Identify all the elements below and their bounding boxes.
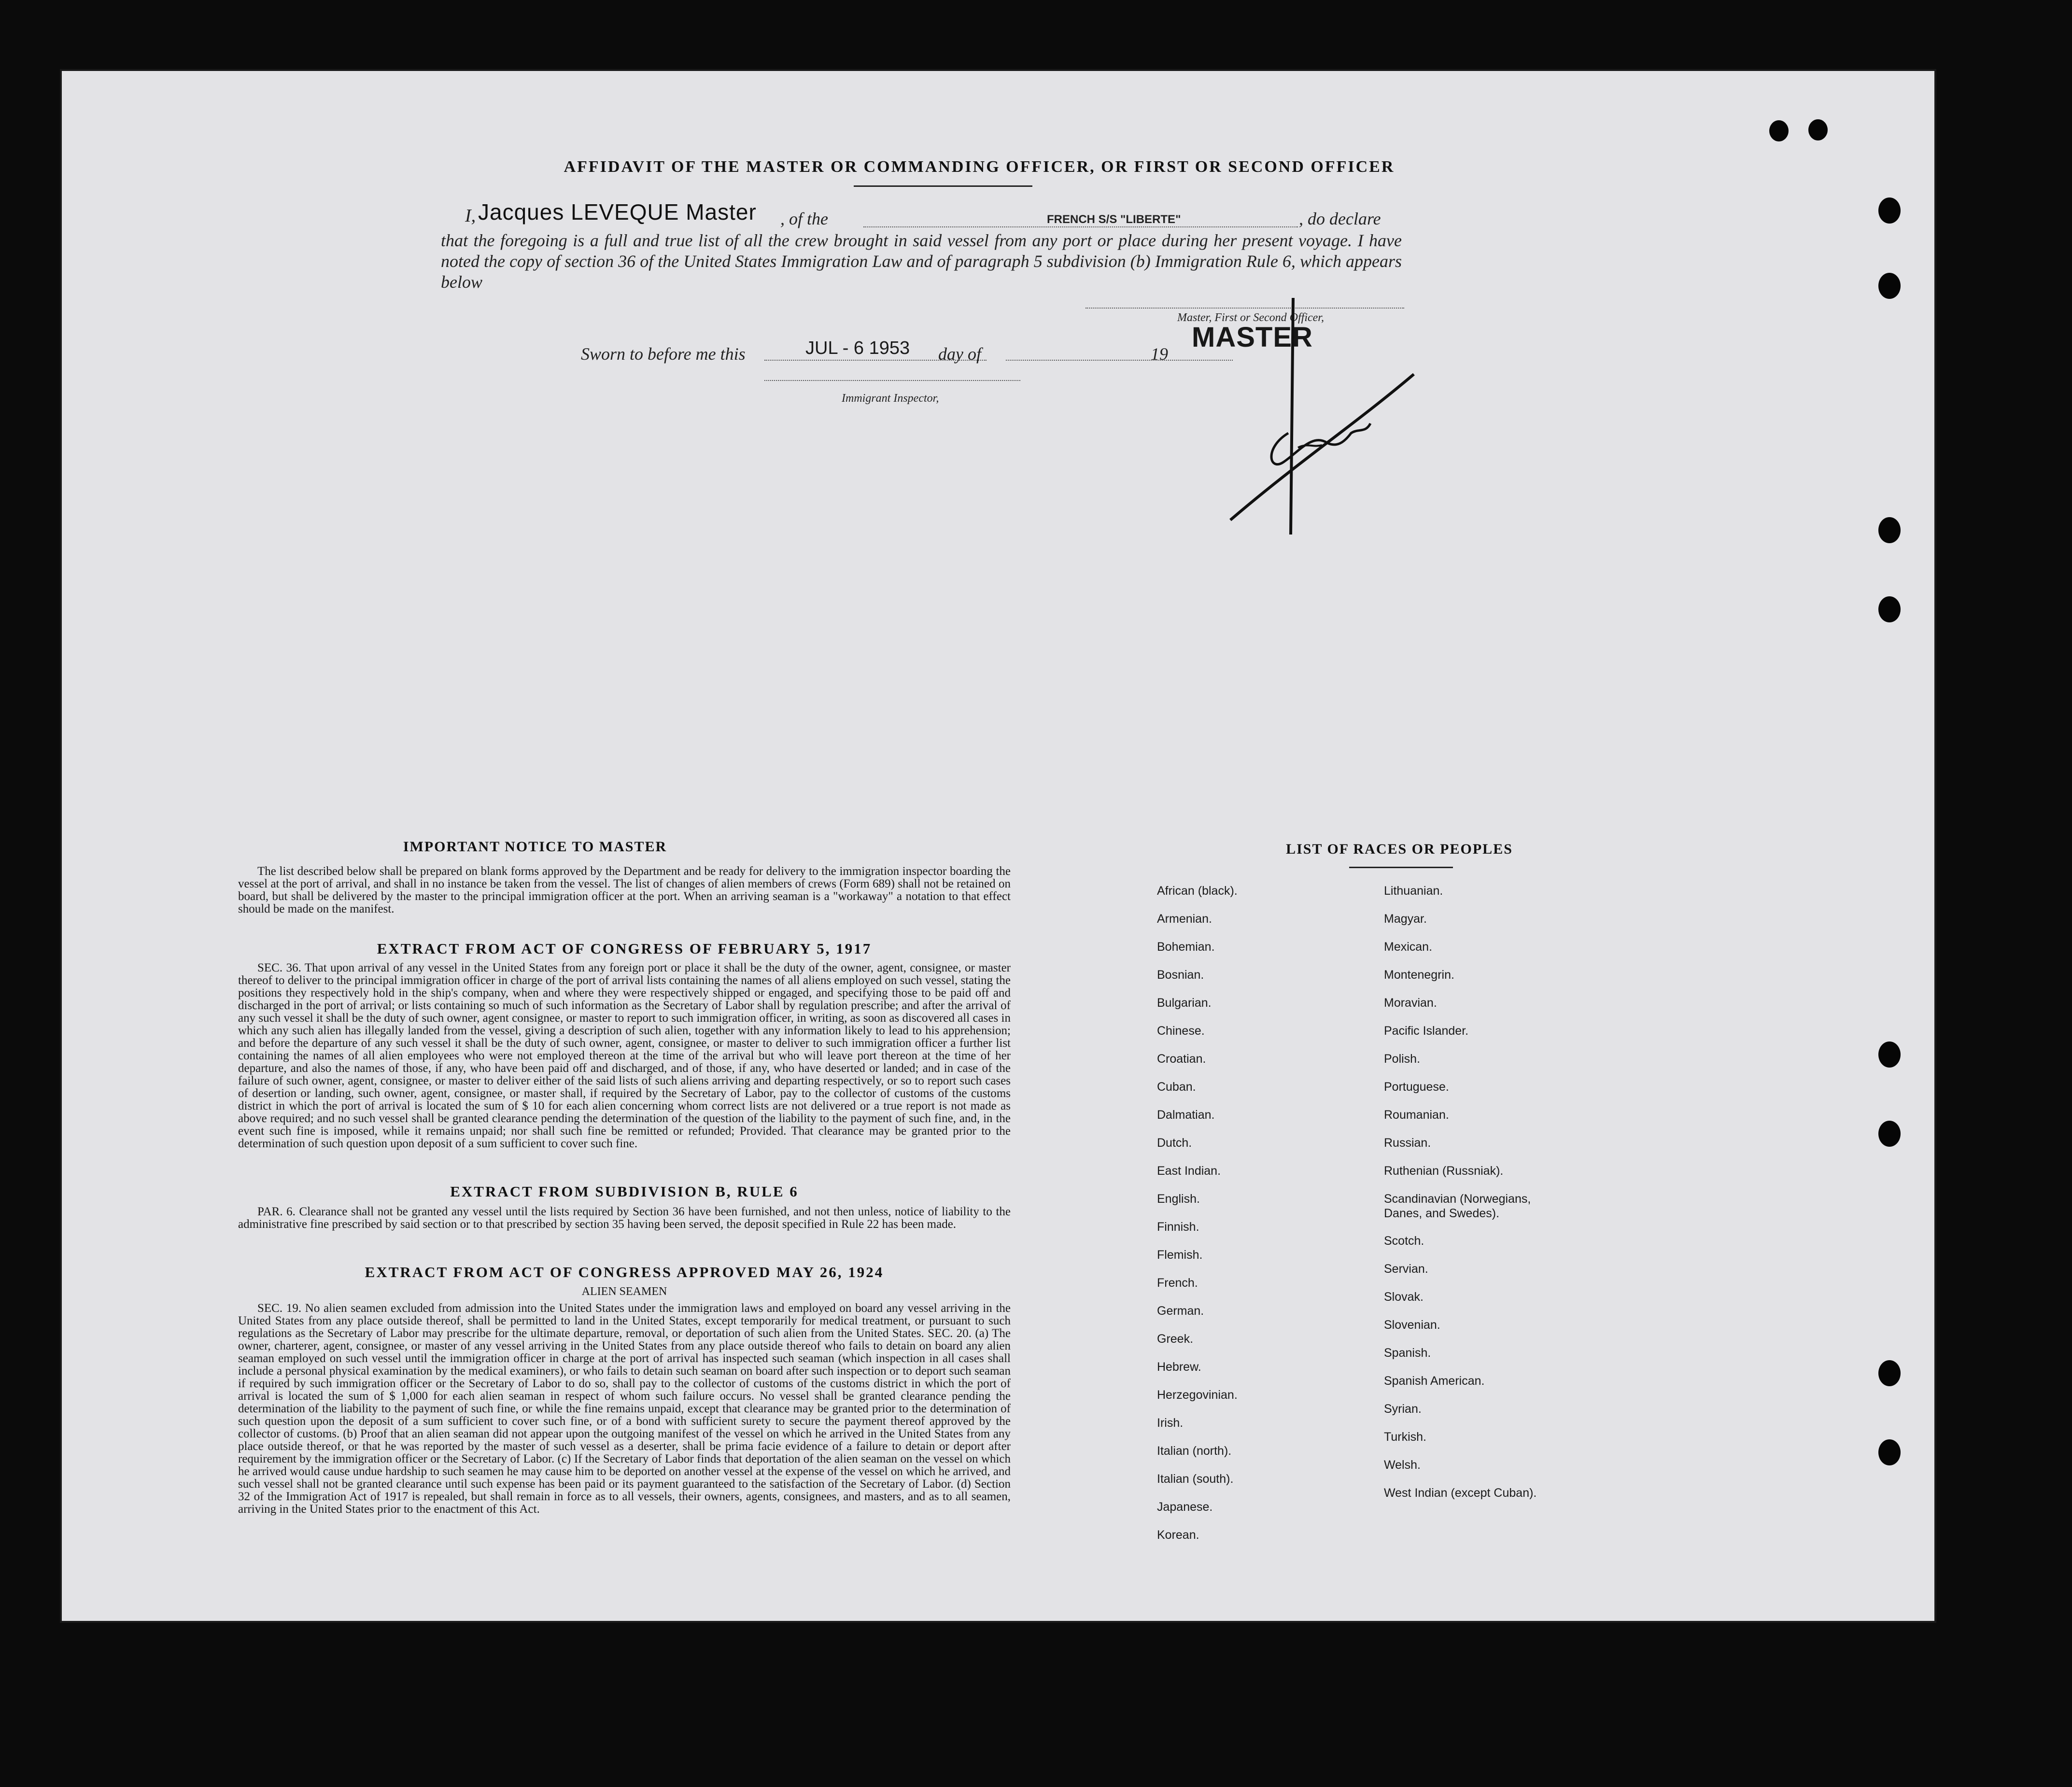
race-item: Russian. (1384, 1136, 1431, 1150)
year-label: 19 (1151, 344, 1168, 364)
act1924-subtitle: ALIEN SEAMEN (581, 1285, 667, 1298)
race-item: Armenian. (1157, 912, 1212, 926)
race-item: West Indian (except Cuban). (1384, 1486, 1537, 1500)
race-item: Roumanian. (1384, 1108, 1449, 1122)
punch-hole (1769, 120, 1789, 141)
affidavit-heading: AFFIDAVIT OF THE MASTER OR COMMANDING OFFICER, OR FIRST OR SECOND OFFICER (564, 158, 1395, 176)
race-item: Spanish. (1384, 1346, 1431, 1360)
divider (1349, 867, 1453, 868)
race-item: Herzegovinian. (1157, 1388, 1238, 1402)
race-item: Dalmatian. (1157, 1108, 1215, 1122)
races-title: LIST OF RACES OR PEOPLES (1286, 841, 1513, 857)
race-item: Bosnian. (1157, 968, 1204, 982)
race-item: Chinese. (1157, 1024, 1205, 1038)
master-stamp: MASTER (1192, 322, 1313, 353)
notice-text: The list described below shall be prepared on blank forms approved by the Department and be ready for delivery to the immigration inspector boarding the vessel at the port of arrival, and shall in no instance be taken from the vessel. The list of changes of alien members of crews (Form 689) shall not be retained on board, but shall be delivered by the master to the principal immigration officer at the port. When an arriving seaman is a "workaway" a notation to that effect should be made on the manifest. (238, 865, 1011, 915)
race-item: Ruthenian (Russniak). (1384, 1164, 1504, 1178)
race-item: Hebrew. (1157, 1360, 1201, 1374)
rule6-text: PAR. 6. Clearance shall not be granted any vessel until the lists required by Section 36 have been furnished, and not then unless, notice of liability to the administrative fine prescribed by said section or to that prescribed by section 35 having been served, the deposit specified in Rule 22 has been made. (238, 1205, 1011, 1231)
race-item: Turkish. (1384, 1430, 1426, 1444)
vessel-name: FRENCH S/S "LIBERTE" (1047, 213, 1181, 226)
act1917-text: SEC. 36. That upon arrival of any vessel in the United States from any foreign port or place it shall be the duty of the owner, agent, consignee, or master thereof to deliver to the principal immigration officer in charge of the port of arrival lists containing the names of all aliens employed on such vessel, stating the positions they respectively hold in the ship's company, when and where they were respectively shipped or engaged, and specifying those to be paid off and discharged in the port of arrival; or lists containing so much of such information as the Secretary of Labor shall by regulation prescribe; and after the arrival of any such vessel it shall be the duty of such owner, agent consignee, or master to report to such immigration officer, in writing, as soon as discovered all cases in which any such alien has illegally landed from the vessel, giving a description of such alien, together with any information likely to lead to his apprehension; and before the departure of any such vessel it shall be the duty of such owner, agent, consignee, or master to deliver to such immigration officer a further list containing the names of all alien employees who were not employed thereon at the time of the arrival but who will leave port thereon at the time of her departure, and also the names of those, if any, who have been paid off and discharged, and of those, if any, who have deserted or landed; and in case of the failure of such owner, agent, consignee, or master to deliver either of the said lists of such aliens arriving and departing respectively, or so to report such cases of desertion or landing, such owner, agent, consignee, or master shall, if required by the Secretary of Labor, pay to the collector of customs of the customs district in which the port of arrival is located the sum of $ 10 for each alien concerning whom correct lists are not delivered or a true report is not made as above required; and no such vessel shall be granted clearance pending the determination of the question of the liability to the payment of such fine, and, in the event such fine is imposed, while it remains unpaid; nor shall such fine be remitted or refunded; Provided. That clearance may be granted prior to the determination of such question upon deposit of a sum sufficient to cover such fine. (238, 961, 1011, 1150)
race-item: Greek. (1157, 1332, 1194, 1346)
race-item: Slovenian. (1384, 1318, 1440, 1332)
race-item: Dutch. (1157, 1136, 1192, 1150)
inspector-label: Immigrant Inspector, (842, 392, 939, 405)
race-item: Montenegrin. (1384, 968, 1454, 982)
race-item: Scotch. (1384, 1234, 1424, 1248)
race-item: Servian. (1384, 1262, 1428, 1276)
race-item: Spanish American. (1384, 1374, 1485, 1388)
day-of-label: day of (938, 344, 981, 364)
punch-hole (1878, 273, 1901, 299)
race-item: Welsh. (1384, 1458, 1421, 1472)
race-item: French. (1157, 1276, 1198, 1290)
race-item: Japanese. (1157, 1500, 1213, 1514)
sworn-label: Sworn to before me this (581, 344, 746, 364)
inspector-line (764, 380, 1020, 381)
punch-hole (1878, 1041, 1901, 1068)
race-item: Portuguese. (1384, 1080, 1449, 1094)
race-item: Pacific Islander. (1384, 1024, 1469, 1038)
punch-hole (1878, 596, 1901, 622)
race-item: Scandinavian (Norwegians, Danes, and Swedes). (1384, 1192, 1531, 1220)
race-item: German. (1157, 1304, 1204, 1318)
race-item: Moravian. (1384, 996, 1437, 1010)
race-item: Cuban. (1157, 1080, 1196, 1094)
punch-hole (1878, 1121, 1901, 1147)
race-item: Slovak. (1384, 1290, 1424, 1304)
race-item: Korean. (1157, 1528, 1199, 1542)
punch-hole (1808, 119, 1828, 141)
race-item: Mexican. (1384, 940, 1433, 954)
name-prefix: I, (465, 206, 476, 226)
race-item: East Indian. (1157, 1164, 1221, 1178)
race-item: Italian (south). (1157, 1472, 1234, 1486)
act1924-text: SEC. 19. No alien seamen excluded from admission into the United States under the immigration laws and employed on board any vessel arriving in the United States from any place outside thereof, shall be permitted to land in the United States, except temporarily for medical treatment, or pursuant to such regulations as the Secretary of Labor may prescribe for the ultimate departure, removal, or deportation of such alien from the United States. SEC. 20. (a) The owner, charterer, agent, consignee, or master of any vessel arriving in the United States from any place outside thereof who fails to detain on board any alien seaman employed on such vessel until the immigration officer in charge at the port of arrival has inspected such seaman (which inspection in all cases shall include a personal physical examination by the medical examiners), or who fails to detain such seaman on board after such inspection or to deport such seaman if required by such immigration officer or the Secretary of Labor to do so, shall pay to the collector of customs of the customs district in which the port of arrival is located the sum of $ 1,000 for each alien seaman in respect of whom such failure occurs. No vessel shall be granted clearance pending the determination of the liability to the payment of such fine, or while the fine remains unpaid, except that clearance may be granted prior to the determination of such question upon the deposit of a sum sufficient to cover such fine, or of a bond with sufficient surety to secure the payment thereof approved by the collector of customs. (b) Proof that an alien seaman did not appear upon the outgoing manifest of the vessel on which he arrived in the United States from any place outside thereof, or that he was reported by the master of such vessel as a deserter, shall be prima facie evidence of a failure to detain or deport after requirement by the immigration officer or the Secretary of Labor. (c) If the Secretary of Labor finds that deportation of the alien seaman on the vessel on which he arrived would cause undue hardship to such seamen he may cause him to be deported on another vessel at the expense of the vessel on which he arrived, and such vessel shall not be granted clearance until such expense has been paid or its payment guaranteed to the satisfaction of the Secretary of Labor. (d) Section 32 of the Immigration Act of 1917 is repealed, but shall remain in force as to all vessels, their owners, agents, consignees, and masters, and as to all seamen, arriving in the United States prior to the enactment of this Act. (238, 1302, 1011, 1516)
race-item: Bulgarian. (1157, 996, 1212, 1010)
race-item: Flemish. (1157, 1248, 1203, 1262)
affidavit-body: that the foregoing is a full and true list of all the crew brought in said vessel from any port or place during her present voyage. I have noted the copy of section 36 of the United States Immigration Law and of paragraph 5 subdivision (b) Immigration Rule 6, which appears below (441, 231, 1402, 292)
race-item: Magyar. (1384, 912, 1427, 926)
vessel-line (863, 226, 1298, 227)
punch-hole (1878, 517, 1901, 543)
divider (854, 185, 1032, 187)
race-item: Lithuanian. (1384, 884, 1443, 898)
race-item: Irish. (1157, 1416, 1184, 1430)
notice-title: IMPORTANT NOTICE TO MASTER (403, 839, 667, 855)
race-item: Syrian. (1384, 1402, 1422, 1416)
master-name: Jacques LEVEQUE Master (478, 199, 757, 225)
of-the-label: , of the (780, 209, 828, 228)
punch-hole (1878, 197, 1901, 224)
document-page (62, 71, 1934, 1621)
act1917-title: EXTRACT FROM ACT OF CONGRESS OF FEBRUARY 5, 1917 (377, 940, 872, 957)
race-item: Finnish. (1157, 1220, 1199, 1234)
handwritten-signature (1153, 288, 1424, 539)
race-item: Bohemian. (1157, 940, 1215, 954)
race-item: English. (1157, 1192, 1200, 1206)
officer-label: Master, First or Second Officer, (1177, 311, 1324, 324)
do-declare-label: , do declare (1299, 209, 1381, 228)
rule6-title: EXTRACT FROM SUBDIVISION B, RULE 6 (450, 1183, 799, 1200)
race-item: Croatian. (1157, 1052, 1206, 1066)
punch-hole (1878, 1360, 1901, 1386)
race-item: Italian (north). (1157, 1444, 1232, 1458)
punch-hole (1878, 1439, 1901, 1465)
race-item: African (black). (1157, 884, 1238, 898)
date-stamp: JUL - 6 1953 (805, 338, 910, 358)
race-item: Polish. (1384, 1052, 1421, 1066)
act1924-title: EXTRACT FROM ACT OF CONGRESS APPROVED MAY 26, 1924 (365, 1264, 884, 1280)
